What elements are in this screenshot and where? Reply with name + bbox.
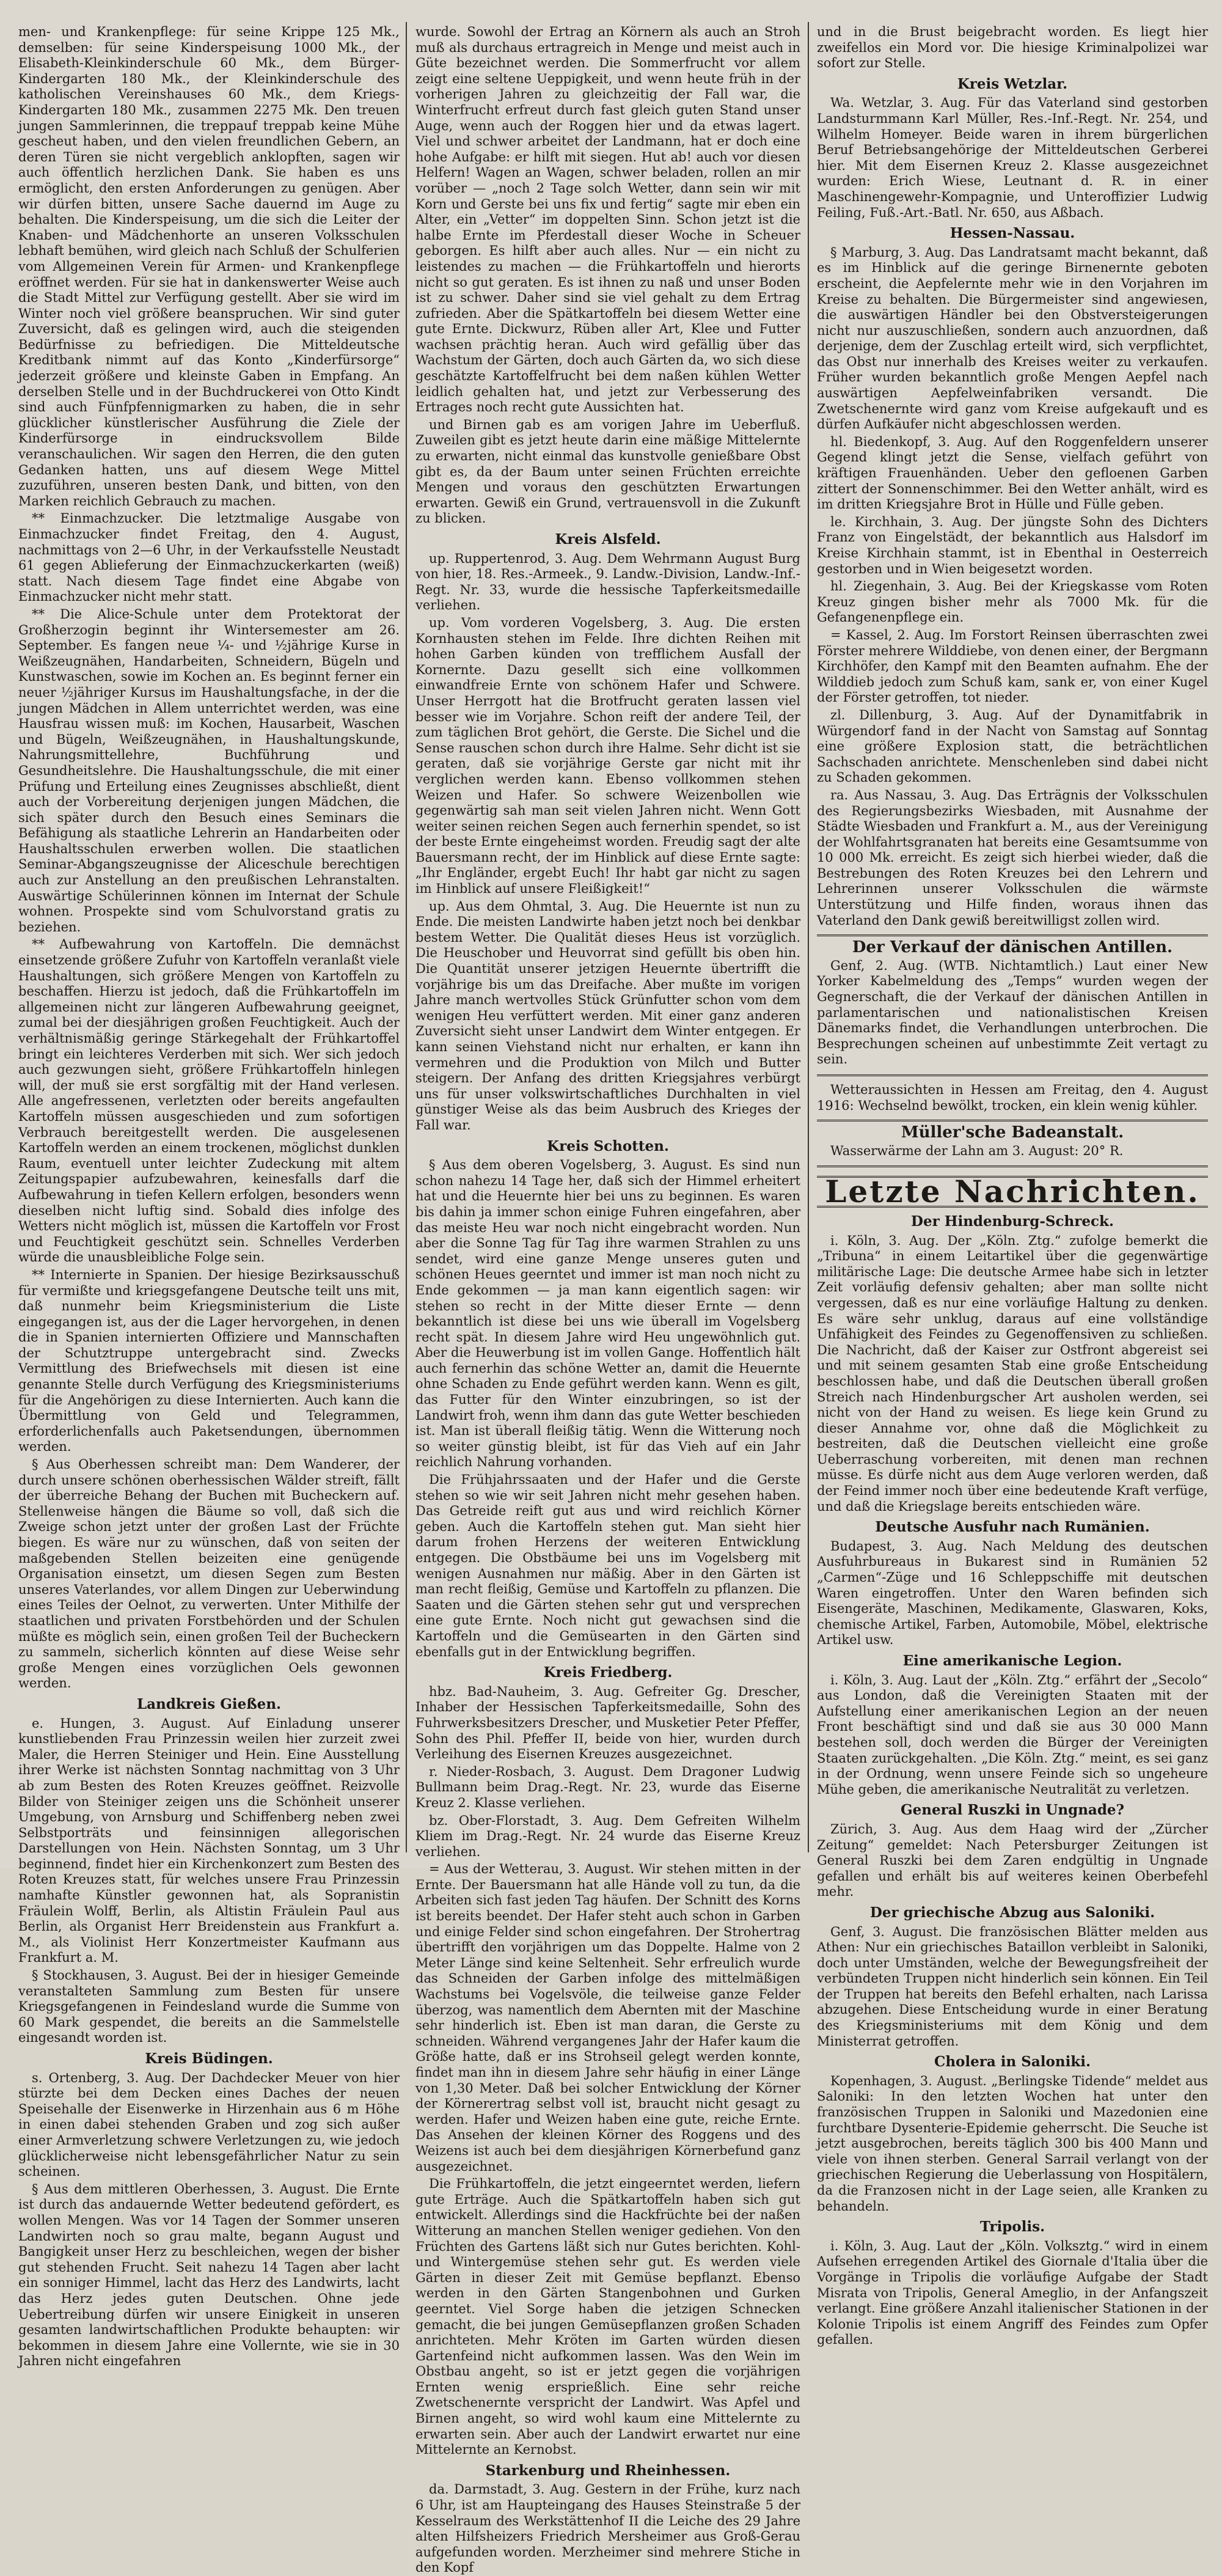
- article-paragraph: § Marburg, 3. Aug. Das Landratsamt macht bekannt, daß es im Hinblick auf die geringe Birnenernte geboten erscheint, die Aepfelernte mehr wie in den Vorjahren im Kreise zu behalten. Die Bürgermeister sind angewiesen, die auswärtigen Händler bei den Obstversteigerungen nicht nur auszuschließen, sondern auch anzuordnen, daß derjenige, dem der Zuschlag erteilt wird, sich verpflichtet, das Obst nur innerhalb des Kreises weiter zu verkaufen. Früher wurden bekanntlich große Mengen Aepfel nach auswärtigen Aepfelweinfabriken versandt. Die Zwetschenernte wird ganz vom Kreise aufgekauft und es dürfen Aufkäufer nicht abgeschlossen werden.: [817, 244, 1208, 432]
- section-heading: Kreis Wetzlar.: [957, 75, 1068, 92]
- article-paragraph: Wa. Wetzlar, 3. Aug. Für das Vaterland sind gestorben Landsturmmann Karl Müller, Res.-Inf.-Regt. Nr. 254, und Wilhelm Homeyer. Beide waren in ihrem bürgerlichen Beruf Betriebsangehörige der Mitteldeutschen Gerberei hier. Mit dem Eisernen Kreuz 2. Klasse ausgezeichnet wurden: Erich Wiese, Leutnant d. R. in einer Maschinengewehr-Kompagnie, und Unteroffizier Ludwig Feiling, Fuß.-Art.-Batl. Nr. 650, aus Aßbach.: [817, 95, 1208, 220]
- article-paragraph: § Aus dem mittleren Oberhessen, 3. August. Die Ernte ist durch das andauernde Wetter bedeutend gefördert, es wollen Mengen. Was vor 14 Tagen der Sommer unseren Landwirten noch so grau malte, begann August und Bangigkeit unser Herz zu beschleichen, wegen der bisher gut stehenden Frucht. Seit nahezu 14 Tagen aber lacht ein sonniger Himmel, lacht das Herz des Landwirts, lacht das Herz jedes guten Deutschen. Ohne jede Uebertreibung dürfen wir unsere Einigkeit in unseren gesamten landwirtschaftlichen Produkte behaupten: wir bekommen in diesem Jahre eine Vollernte, wie sie in 30 Jahren nicht eingefahren: [18, 2181, 400, 2369]
- article-paragraph: Budapest, 3. Aug. Nach Meldung des deutschen Ausfuhrbureaus in Bukarest sind in Rumänien 52 „Carmen“-Züge und 16 Schleppschiffe mit deutschen Waren eingetroffen. Unter den Waren befinden sich Eisengeräte, Maschinen, Medikamente, Glaswaren, Koks, chemische Artikel, Farben, Automobile, Möbel, elektrische Artikel usw.: [817, 1538, 1208, 1648]
- article-paragraph: up. Ruppertenrod, 3. Aug. Dem Wehrmann August Burg von hier, 18. Res.-Armeek., 9. Landw.-Division, Landw.-Inf.-Regt. Nr. 33, wurde die hessische Tapferkeitsmedaille verliehen.: [415, 551, 800, 613]
- article-paragraph: up. Aus dem Ohmtal, 3. Aug. Die Heuernte ist nun zu Ende. Die meisten Landwirte haben jetzt noch bei denkbar bestem Wetter. Die Qualität dieses Heus ist vorzüglich. Die Heuschober und Heuvorrat sind gefüllt bis oben hin. Die Quantität unserer jetzigen Heuernte übertrifft die vorjährige bis um das Dreifache. Aber mußte im vorigen Jahre manch wertvolles Stück Grünfutter schon vom dem wenigen Heu verfüttert werden. Mit einer ganz anderen Zuversicht sieht unser Landwirt dem Winter entgegen. Er kann seinen Viehstand nicht nur erhalten, er kann ihn vermehren und die Produktion von Milch und Butter steigern. Der Anfang des dritten Kriegsjahres verbürgt uns für unser volkswirtschaftliches Durchhalten in viel günstiger Weise als das beim Ausbruch des Krieges der Fall war.: [415, 898, 800, 1132]
- boxed-notice: [817, 934, 1208, 1076]
- article-paragraph: da. Darmstadt, 3. Aug. Gestern in der Frühe, kurz nach 6 Uhr, ist am Haupteingang des Hauses Steinstraße 5 der Kesselraum des Werkstättenhof II die Leiche des 29 Jahre alten Hilfsheizers Friedrich Mersheimer aus Groß-Gerau aufgefunden worden. Merzheimer sind mehrere Stiche in den Kopf: [415, 2482, 800, 2575]
- section-heading: Kreis Schotten.: [547, 1137, 669, 1154]
- section-heading: Starkenburg und Rheinhessen.: [485, 2462, 731, 2479]
- article-paragraph: ** Die Alice-Schule unter dem Protektorat der Großherzogin beginnt ihr Wintersemester am 26. September. Es fangen neue ¼- und ½jährige Kurse in Weißzeugnähen, Handarbeiten, Schneidern, Bügeln und Kunstwaschen, sowie im Kochen an. Es beginnt ferner ein neuer ½jähriger Kursus im Haushaltungsfache, in der die jungen Mädchen in Allem unterrichtet werden, was eine Hausfrau wissen muß: im Kochen, Hausarbeit, Waschen und Bügeln, Weißzeugnähen, in Haushaltungskunde, Nahrungsmittellehre, Buchführung und Gesundheitslehre. Die Haushaltungsschule, die mit einer Prüfung und Erteilung eines Zeugnisses abschließt, dient auch der Vorbereitung derjenigen jungen Mädchen, die sich später durch den Besuch eines Seminars die Befähigung als staatliche Lehrerin an Handarbeiten oder Haushaltsschulen erwerben wollen. Die staatlichen Seminar-Abgangszeugnisse der Aliceschule berechtigen auch zur Anstellung an den preußischen Lehranstalten. Auswärtige Schülerinnen können im Internat der Schule wohnen. Prospekte sind vom Schulvorstand gratis zu beziehen.: [18, 606, 400, 934]
- section-heading: Kreis Alsfeld.: [555, 531, 661, 548]
- article-paragraph: zl. Dillenburg, 3. Aug. Auf der Dynamitfabrik in Würgendorf fand in der Nacht von Samstag auf Sonntag eine größere Explosion statt, die beträchtlichen Sachschaden anrichtete. Menschenleben sind dabei nicht zu Schaden gekommen.: [817, 707, 1208, 785]
- boxed-notice-text: Wasserwärme der Lahn am 3. August: 20° R.: [830, 1143, 1124, 1158]
- column-2: [415, 24, 800, 2575]
- article-paragraph: Kopenhagen, 3. August. „Berlingske Tidende“ meldet aus Saloniki: In den letzten Wochen hat unter den französischen Truppen in Saloniki und Mazedonien eine furchtbare Dysenterie-Epidemie geherrscht. Die Seuche ist jetzt ausgebrochen, bereits täglich 300 bis 400 Mann und viele von ihnen sterben. General Sarrail verlangt von der griechischen Regierung die Ueberlassung von Hospitälern, da die Franzosen nicht in der Lage seien, alle Kranken zu behandeln.: [817, 2073, 1208, 2214]
- section-heading: Hessen-Nassau.: [949, 225, 1075, 242]
- article-paragraph: ra. Aus Nassau, 3. Aug. Das Erträgnis der Volksschulen des Regierungsbezirks Wiesbaden, mit Ausnahme der Städte Wiesbaden und Frankfurt a. M., aus der Vereinigung der Wohlfahrtsgranaten hat bereits eine Gesamtsumme von 10 000 Mk. erreicht. Es zeigt sich hierbei wieder, daß die Bestrebungen des Roten Kreuzes bei den Lehrern und Lehrerinnen unserer Volksschulen die wärmste Unterstützung und Hilfe finden, woraus ihnen das Vaterland den Dank gewiß bereitwilligst zollen wird.: [817, 787, 1208, 928]
- article-paragraph: Zürich, 3. Aug. Aus dem Haag wird der „Zürcher Zeitung“ gemeldet: Nach Petersburger Zeitungen ist General Ruszki bei dem Zaren endgültig in Ungnade gefallen und erhält bis auf weiteres keinen Oberbefehl mehr.: [817, 1821, 1208, 1899]
- boxed-notice-text: Genf, 2. Aug. (WTB. Nichtamtlich.) Laut einer New Yorker Kabelmeldung des „Temps“ wurden wegen der Gegnerschaft, die der Verkauf der dänischen Antillen in parlamentarischen und nationalistischen Kreisen Dänemarks findet, die Verhandlungen unterbrochen. Die Besprechungen scheinen auf unbestimmte Zeit vertagt zu sein.: [817, 958, 1208, 1067]
- article-paragraph: § Aus dem oberen Vogelsberg, 3. August. Es sind nun schon nahezu 14 Tage her, daß sich der Himmel erheitert hat und die Heuernte hier bei uns zu beginnen. Es waren bis dahin ja immer schon einige Fuhren eingefahren, aber das meiste Heu war noch nicht eingebracht worden. Nun aber die Sonne Tag für Tag ihre warmen Strahlen zu uns sendet, wird eine ganze Menge unseres guten und schönen Heues geerntet und immer ist man noch nicht zu Ende gekommen — ja man kann eigentlich sagen: wir stehen so recht in der Mitte dieser Ernte — denn bekanntlich ist diese bei uns wie überall im Vogelsberg recht spät. In diesem Jahre wird Heu ungewöhnlich gut. Aber die Heuwerbung ist im vollen Gange. Hoffentlich hält auch fernerhin das schöne Wetter an, damit die Heuernte ohne Schaden zu Ende geführt werden kann. Wenn es gilt, das Futter für den Winter einzubringen, so ist der Landwirt froh, wenn ihm dann das gute Wetter beschieden ist. Man ist überall fleißig tätig. Wenn die Witterung noch so weiter günstig bleibt, ist für das Vieh auf ein Jahr reichlich Nahrung vorhanden.: [415, 1158, 800, 1470]
- section-heading: Deutsche Ausfuhr nach Rumänien.: [875, 1519, 1150, 1536]
- section-heading: Der Hindenburg-Schreck.: [911, 1213, 1114, 1230]
- article-paragraph: hl. Ziegenhain, 3. Aug. Bei der Kriegskasse vom Roten Kreuz gingen bisher mehr als 7000 Mk. für die Gefangenenpflege ein.: [817, 579, 1208, 625]
- article-paragraph: ** Internierte in Spanien. Der hiesige Bezirksausschuß für vermißte und kriegsgefangene Deutsche teilt uns mit, daß nunmehr beim Kriegsministerium die Liste eingegangen ist, aus der die Lager hervorgehen, in denen die in Spanien internierten Offiziere und Mannschaften der Schutztruppe untergebracht sind. Zwecks Vermittlung des Briefwechsels mit diesen ist eine genannte Stelle durch Verfügung des Kriegsministeriums für die Angehörigen zu diese Internierten. Auch kann die Übermittlung von Geld und Telegrammen, erforderlichenfalls auch Paketsendungen, übernommen werden.: [18, 1267, 400, 1455]
- section-heading: Landkreis Gießen.: [136, 1695, 282, 1712]
- section-heading: General Ruszki in Ungnade?: [900, 1802, 1125, 1819]
- article-paragraph: i. Köln, 3. Aug. Laut der „Köln. Volksztg.“ wird in einem Aufsehen erregenden Artikel des Giornale d'Italia über die Vorgänge in Tripolis die vorläufige Aufgabe der Stadt Misrata von Tripolis, General Ameglio, in der Anfangszeit verlangt. Eine größere Anzahl italienischer Stationen in der Kolonie Tripolis ist einem Angriff des Feindes zum Opfer gefallen.: [817, 2238, 1208, 2347]
- boxed-notice-title: Müller'sche Badeanstalt.: [901, 1123, 1124, 1142]
- article-paragraph: e. Hungen, 3. August. Auf Einladung unserer kunstliebenden Frau Prinzessin weilen hier zurzeit zwei Maler, die Herren Steiniger und Hein. Eine Ausstellung ihrer Werke ist nächsten Sonntag nachmittag von 3 Uhr ab zum Besten des Roten Kreuzes geöffnet. Reizvolle Bilder von Steiniger zeigen uns die Schönheit unserer Umgebung, von Arnsburg und Schiffenberg neben zwei Selbstporträts und feinsinnigen allegorischen Darstellungen von Hein. Nächsten Sonntag, um 3 Uhr beginnend, findet hier ein Kirchenkonzert zum Besten des Roten Kreuzes statt, für welches unsere Frau Prinzessin namhafte Künstler gewonnen hat, als Sopranistin Fräulein Wolff, Berlin, als Altistin Fräulein Paul aus Berlin, als Organist Herr Breidenstein aus Frankfurt a. M., als Violinist Herr Konzertmeister Kaufmann aus Frankfurt a. M.: [18, 1715, 400, 1965]
- article-paragraph: und Birnen gab es am vorigen Jahre im Ueberfluß. Zuweilen gibt es jetzt heute darin eine mäßige Mittelernte zu erwarten, nicht einmal das kunstvolle genießbare Obst gibt es, da der Baum unter seinen Früchten erreichte Mengen und voraus den geschützten Erwartungen erwarten. Gewiß ein Grund, vertrauensvoll in die Zukunft zu blicken.: [415, 417, 800, 526]
- article-paragraph: hbz. Bad-Nauheim, 3. Aug. Gefreiter Gg. Drescher, Inhaber der Hessischen Tapferkeitsmedaille, Sohn des Fuhrwerksbesitzers Drescher, und Musketier Peter Pfeffer, Sohn des Phil. Pfeffer II, beide von hier, wurden durch Verleihung des Eisernen Kreuzes ausgezeichnet.: [415, 1684, 800, 1762]
- article-paragraph: le. Kirchhain, 3. Aug. Der jüngste Sohn des Dichters Franz von Eingelstädt, der bekanntlich aus Halsdorf im Kreise Kirchhain stammt, ist in Ebenthal in Oesterreich gestorben und in Wien beigesetzt worden.: [817, 514, 1208, 576]
- article-paragraph: bz. Ober-Florstadt, 3. Aug. Dem Gefreiten Wilhelm Kliem im Drag.-Regt. Nr. 24 wurde das Eiserne Kreuz verliehen.: [415, 1813, 800, 1859]
- column-3: [817, 24, 1208, 2347]
- article-paragraph: Die Frühkartoffeln, die jetzt eingeerntet werden, liefern gute Erträge. Auch die Spätkartoffeln haben sich gut entwickelt. Allerdings sind die Hackfrüchte bei der naßen Witterung an manchen Stellen weniger gediehen. Von den Früchten des Gartens läßt sich nur Gutes berichten. Kohl- und Wintergemüse stehen sehr gut. Es werden viele Gärten in dieser Zeit mit Gemüse bepflanzt. Ebenso werden in den Gärten Stangenbohnen und Gurken geerntet. Viel Sorge haben die jetzigen Schnecken gemacht, die bei jungen Gemüsepflanzen großen Schaden anrichteten. Mehr Kröten im Garten würden diesen Gartenfeind nicht aufkommen lassen. Was den Wein im Obstbau angeht, so ist er jetzt gegen die vorjährigen Ernten wenig ersprießlich. Eine sehr reiche Zwetschenernte verspricht der Landwirt. Was Apfel und Birnen angeht, so wird wohl kaum eine Mittelernte zu erwarten sein. Aber auch der Landwirt erwartet nur eine Mittelernte an Kernobst.: [415, 2176, 800, 2457]
- article-paragraph: s. Ortenberg, 3. Aug. Der Dachdecker Meuer von hier stürzte bei dem Decken eines Daches der neuen Speisehalle der Eisenwerke in Hirzenhain aus 6 m Höhe in einen dabei stehenden Graben und zog sich außer einer Armverletzung schwere Verletzungen zu, wie jedoch glücklicherweise nicht lebensgefährlicher Natur zu sein scheinen.: [18, 2070, 400, 2179]
- section-heading: Eine amerikanische Legion.: [902, 1653, 1122, 1669]
- article-paragraph: hl. Biedenkopf, 3. Aug. Auf den Roggenfeldern unserer Gegend klingt jetzt die Sense, vielfach geführt von kräftigen Frauenhänden. Ueber den gefloenen Garben zittert der Sonnenschimmer. Bei den Wetter anhält, wird es im dritten Kriegsjahre Brot in Hülle und Fülle geben.: [817, 434, 1208, 512]
- section-heading: Kreis Friedberg.: [543, 1664, 673, 1681]
- latest-news-banner: Letzte Nachrichten.: [817, 1176, 1208, 1208]
- article-paragraph: Die Frühjahrssaaten und der Hafer und die Gerste stehen so wie wir seit Jahren nicht mehr gesehen haben. Das Getreide reift gut aus und wird reichlich Körner geben. Auch die Kartoffeln stehen gut. Man sieht hier darum frohen Herzens der weiteren Entwicklung entgegen. Die Obstbäume bei uns im Vogelsberg mit wenigen Ausnahmen nur mäßig. Aber in den Gärten ist man recht fleißig, Gemüse und Kartoffeln zu pflanzen. Die Saaten und die Gärten stehen sehr gut und versprechen eine gute Ernte. Noch nicht gut gewachsen sind die Kartoffeln und die Gemüsearten in den Gärten sind ebenfalls gut in der Entwicklung begriffen.: [415, 1472, 800, 1659]
- section-heading: Tripolis.: [979, 2218, 1045, 2236]
- article-paragraph: und in die Brust beigebracht worden. Es liegt hier zweifellos ein Mord vor. Die hiesige Kriminalpolizei war sofort zur Stelle.: [817, 24, 1208, 71]
- section-heading: Kreis Büdingen.: [145, 2050, 273, 2067]
- article-paragraph: men- und Krankenpflege: für seine Krippe 125 Mk., demselben: für seine Kinderspeisung 1000 Mk., der Elisabeth-Kleinkinderschule 60 Mk., dem Bürger-Kindergarten 180 Mk., der Kleinkinderschule des katholischen Vereinshauses 60 Mk., dem Kriegs-Kindergarten 180 Mk., zusammen 2275 Mk. Den treuen jungen Sammlerinnen, die treppauf treppab keine Mühe gescheut haben, und den vielen freundlichen Gebern, an deren Türen sie nicht vergeblich anklopften, sagen wir auch öffentlich herzlichen Dank. Sie haben es uns ermöglicht, den ersten Anforderungen zu genügen. Aber wir dürfen bitten, unsere Sache dauernd im Auge zu behalten. Die Kinderspeisung, um die sich die Leiter der Knaben- und Mädchenhorte an unseren Volksschulen lebhaft bemühen, wird gleich nach Schluß der Schulferien vom Allgemeinen Verein für Armen- und Krankenpflege eröffnet werden. Für sie hat in dankenswerter Weise auch die Stadt Mittel zur Verfügung gestellt. Aber sie wird im Winter noch viel größere beanspruchen. Wir sind guter Zuversicht, daß es gelingen wird, auch die steigenden Bedürfnisse zu befriedigen. Die Mitteldeutsche Kreditbank nimmt auf das Konto „Kinderfürsorge“ jederzeit größere und kleinste Gaben in Empfang. An derselben Stelle und in der Buchdruckerei von Otto Kindt sind auch Fünfpfennigmarken zu haben, die in sehr glücklicher künstlerischer Ausführung die Ziele der Kinderfürsorge in eindrucksvollem Bilde veranschaulichen. Wir sagen den Herren, die den guten Gedanken hatten, uns auf diesem Wege Mittel zuzuführen, unseren besten Dank, und bitten, von den Marken reichlich Gebrauch zu machen.: [18, 24, 400, 508]
- article-paragraph: = Aus der Wetterau, 3. August. Wir stehen mitten in der Ernte. Der Bauersmann hat alle Hände voll zu tun, da die Arbeiten sich fast jeden Tag häufen. Der Schnitt des Korns ist bereits beendet. Der Hafer steht auch schon in Garben und einige Felder sind schon eingefahren. Der Strohertrag übertrifft den vorjährigen um das Doppelte. Halme von 2 Meter Länge sind keine Seltenheit. Sehr erfreulich wurde das Schneiden der Garben infolge des mittelmäßigen Wachstums bei Vogelsvöle, die teilweise ganze Felder überzog, was namentlich dem Abernten mit der Maschine sehr hinderlich ist. Eben ist man daran, die Gerste zu schneiden. Während vergangenes Jahr der Hafer kaum die Größe hatte, daß er ins Strohseil gelegt werden konnte, findet man ihn in diesem Jahre sehr häufig in einer Länge von 1,30 Meter. Daß bei solcher Entwicklung der Körner der Körnerertrag selbst voll ist, braucht nicht gesagt zu werden. Hafer und Weizen haben eine gute, reiche Ernte. Das Ansehen der kleinen Körner des Roggens und des Weizens ist auch bei dem diesjährigen Körnerbefund ganz ausgezeichnet.: [415, 1862, 800, 2174]
- article-paragraph: § Aus Oberhessen schreibt man: Dem Wanderer, der durch unsere schönen oberhessischen Wälder streift, fällt der überreiche Behang der Buchen mit Bucheckern auf. Stellenweise hängen die Bäume so voll, daß sich die Zweige schon jetzt unter der großen Last der Früchte biegen. Es wäre nur zu wünschen, daß von seiten der maßgebenden Stellen beizeiten eine genügende Organisation einsetzt, um diesen Segen zum Besten unseres Vaterlandes, vor allem Dingen zur Ueberwindung eines Teiles der Oelnot, zu verwerten. Unter Mithilfe der staatlichen und privaten Forstbehörden und der Schulen müßte es möglich sein, einen großen Teil der Bucheckern zu sammeln, sicherlich könnten auf diese Weise sehr große Mengen eines vorzüglichen Oels gewonnen werden.: [18, 1457, 400, 1691]
- article-paragraph: i. Köln, 3. Aug. Laut der „Köln. Ztg.“ erfährt der „Secolo“ aus London, daß die Vereinigten Staaten mit der Aufstellung einer amerikanischen Legion an der neuen Front beschäftigt sind und daß sie aus 30 000 Mann bestehen soll, doch werden die Bürger der Vereinigten Staaten zurückgehalten. „Die Köln. Ztg.“ meint, es sei ganz in der Ordnung, wenn unsere Feinde sich so ungeheure Mühe geben, die amerikanische Neutralität zu verletzen.: [817, 1672, 1208, 1797]
- article-paragraph: up. Vom vorderen Vogelsberg, 3. Aug. Die ersten Kornhausten stehen im Felde. Ihre dichten Reihen mit hohen Garben künden von trefflichem Ausfall der Kornernte. Dazu gesellt sich eine vollkommen einwandfreie Ernte von schönem Hafer und Schwere. Unser Herrgott hat die Brotfrucht geraten lassen viel besser wie im Vorjahre. Schon reift der andere Teil, der zum täglichen Brot gehört, die Gerste. Die Sichel und die Sense rauschen schon durch ihre Halme. Sehr dicht ist sie geraten, daß sie vorjährige Gerste gar nicht mit ihr verglichen werden kann. Ebenso vollkommen stehen Weizen und Hafer. So schwere Weizenbollen wie gegenwärtig sah man seit vielen Jahren nicht. Wenn Gott weiter seinen reichen Segen auch fernerhin spendet, so ist der beste Ernte eingeheimst worden. Freudig sagt der alte Bauersmann recht, der im Hinblick auf diese Ernte sagte: „Ihr Engländer, ergebt Euch! Ihr habt gar nicht zu sagen im Hinblick auf unsere Fleißigkeit!“: [415, 615, 800, 897]
- column-rule-2: [808, 22, 809, 1852]
- article-paragraph: Wetteraussichten in Hessen am Freitag, den 4. August 1916: Wechselnd bewölkt, trocken, ein klein wenig kühler.: [817, 1082, 1208, 1113]
- article-paragraph: wurde. Sowohl der Ertrag an Körnern als auch an Stroh muß als durchaus ertragreich in Menge und meist auch in Güte bezeichnet werden. Die Sommerfrucht vor allem zeigt eine seltene Ueppigkeit, und wenn heute früh in der vorherigen Jahren zu gleichzeitig der Fall war, die Winterfrucht erfreut durch fast gleich guten Stand unser Auge, wenn auch der Roggen hier und da etwas lagert. Viel und schwer arbeitet der Landmann, hat er doch eine hohe Aufgabe: er hilft mit siegen. Hut ab! auch vor diesen Helfern! Wagen an Wagen, schwer beladen, rollen an mir vorüber — „noch 2 Tage solch Wetter, dann sein wir mit Korn und Gerste bei uns fix und fertig“ sagte mir eben ein Alter, ein „Vetter“ im doppelten Sinn. Schon jetzt ist die halbe Ernte im Pferdestall dieser Woche in Scheuer geborgen. Es hilft aber auch alles. Nur — ein nicht zu leistendes zu machen — die Frühkartoffeln und hierorts nicht so gut geraten. Es ist ihnen zu naß und unser Boden ist zu schwer. Daher sind sie viel gehalt zu dem Ertrag zufrieden. Aber die Spätkartoffeln bei diesem Wetter eine gute Ernte. Dickwurz, Rüben aller Art, Klee und Futter wachsen prächtig heran. Auch wird gefällig über das Wachstum der Gärten, doch auch Gärten da, wo sich diese geschätzte Kartoffelfrucht bei dem naßen kühlen Wetter leidlich gehalten hat, und jetzt zur Verbesserung des Ertrages noch recht gute Aussichten hat.: [415, 24, 800, 415]
- article-paragraph: r. Nieder-Rosbach, 3. August. Dem Dragoner Ludwig Bullmann beim Drag.-Regt. Nr. 23, wurde das Eiserne Kreuz 2. Klasse verliehen.: [415, 1764, 800, 1810]
- boxed-notice-title: Der Verkauf der dänischen Antillen.: [852, 938, 1173, 957]
- section-heading: Cholera in Saloniki.: [934, 2053, 1091, 2071]
- article-paragraph: Genf, 3. August. Die französischen Blätter melden aus Athen: Nur ein griechisches Bataillon verbleibt in Saloniki, doch unter Umständen, welche der Bewegungsfreiheit der verbündeten Truppen nicht hinderlich sein können. Ein Teil der Truppen hat bereits den Befehl erhalten, nach Larissa abzugehen. Diese Entscheidung wurde in einer Beratung des Kriegsministeriums mit dem König und dem Ministerrat getroffen.: [817, 1924, 1208, 2049]
- column-1: [18, 24, 400, 2369]
- boxed-notice: [817, 1120, 1208, 1167]
- section-heading: Der griechische Abzug aus Saloniki.: [869, 1904, 1155, 1921]
- article-paragraph: § Stockhausen, 3. August. Bei der in hiesiger Gemeinde veranstalteten Sammlung zum Besten für unsere Kriegsgefangenen in Feindesland wurde die Summe von 60 Mark gespendet, die bereits an die Sammelstelle eingesandt worden ist.: [18, 1968, 400, 2046]
- article-paragraph: ** Aufbewahrung von Kartoffeln. Die demnächst einsetzende größere Zufuhr von Kartoffeln veranlaßt viele Haushaltungen, sich größere Mengen von Kartoffeln zu beschaffen. Hierzu ist jedoch, daß die Frühkartoffeln im allgemeinen nicht zur längeren Aufbewahrung geeignet, zumal bei der diesjährigen großen Feuchtigkeit. Auch der verhältnismäßig geringe Stärkegehalt der Frühkartoffel bringt ein leichteres Verderben mit sich. Wer sich jedoch auch gezwungen sieht, größere Frühkartoffeln hinlegen will, der muß sie erst sorgfältig mit der Hand verlesen. Alle angefressenen, verletzten oder bereits angefaulten Kartoffeln müssen ausgeschieden und zum sofortigen Verbrauch bereitgestellt werden. Die ausgelesenen Kartoffeln werden an einem trockenen, möglichst dunklen Raum, eventuell unter leichter Zudeckung mit altem Zeitungspapier aufzubewahren, keinesfalls darf die Aufbewahrung in tiefen Kellern erfolgen, besonders wenn dieselben nicht luftig sind. Sobald dies infolge des Wetters nicht möglich ist, müssen die Kartoffeln vor Frost und Feuchtigkeit geschützt sein. Schnelles Verderben würde die unausbleibliche Folge sein.: [18, 937, 400, 1265]
- column-rule-1: [406, 22, 407, 1852]
- article-paragraph: i. Köln, 3. Aug. Der „Köln. Ztg.“ zufolge bemerkt die „Tribuna“ in einem Leitartikel über die gegenwärtige militärische Lage: Die deutsche Armee habe sich in letzter Zeit vorläufig defensiv gehalten; aber man sollte nicht vergessen, daß es nur eine vorläufige Haltung zu denken. Es wäre sehr unklug, daraus auf eine vollständige Unfähigkeit des Feindes zu Gegenoffensiven zu schließen. Die Nachricht, daß der Kaiser zur Ostfront abgereist sei und mit seinem gesamten Stab eine große Entscheidung beschlossen habe, und daß die Deutschen überall großen Streich nach Hindenburgscher Art ausholen werden, sei nicht von der Hand zu weisen. Es liege kein Grund zu dieser Annahme vor, ohne daß die Möglichkeit zu bestreiten, daß die Deutschen vielleicht eine große Ueberraschung vorbereiten, mit denen man rechnen müsse. Es dürfe nicht aus dem Auge verloren werden, daß der Feind immer noch über eine bedeutende Kraft verfüge, und daß die Kriegslage bereits entschieden wäre.: [817, 1233, 1208, 1514]
- article-paragraph: ** Einmachzucker. Die letztmalige Ausgabe von Einmachzucker findet Freitag, den 4. August, nachmittags von 2—6 Uhr, in der Verkaufsstelle Neustadt 61 gegen Ablieferung der Einmachzuckerkarten (weiß) statt. Nach diesem Tage findet eine Abgabe von Einmachzucker nicht mehr statt.: [18, 511, 400, 604]
- article-paragraph: = Kassel, 2. Aug. Im Forstort Reinsen überraschten zwei Förster mehrere Wilddiebe, von denen einer, der Bergmann Kirchhöfer, den Kampf mit den Beamten aufnahm. Ehe der Wilddieb jedoch zum Schuß kam, sank er, von einer Kugel der Förster getroffen, tot nieder.: [817, 627, 1208, 705]
